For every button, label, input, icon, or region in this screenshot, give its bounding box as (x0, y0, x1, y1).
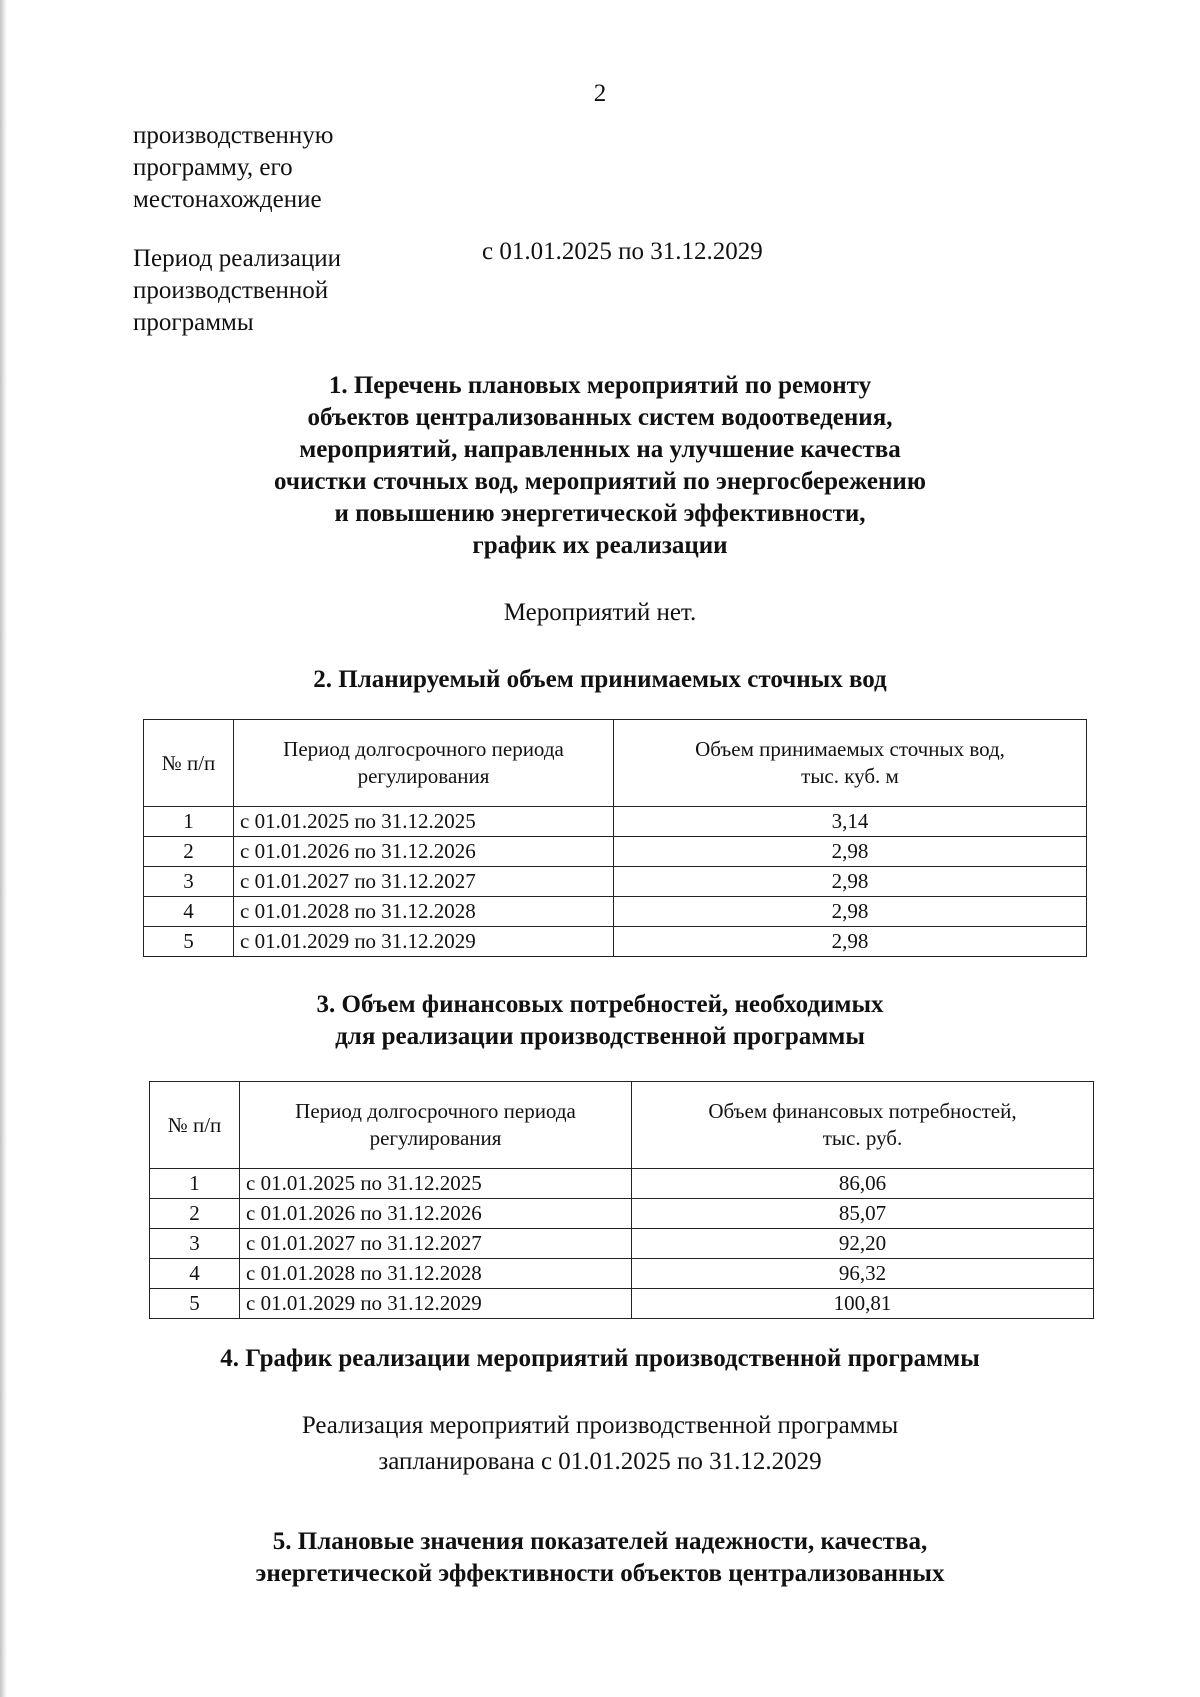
section3-title-line: 3. Объем финансовых потребностей, необходимых (316, 991, 884, 1018)
row-volume: 3,14 (614, 807, 1087, 837)
row-num: 2 (150, 1199, 240, 1229)
row-finance: 92,20 (632, 1229, 1094, 1259)
period-label-line: Период реализации (133, 245, 341, 272)
table-row (144, 897, 1087, 927)
section1-note: Мероприятий нет. (503, 599, 697, 626)
section1-title-line: мероприятий, направленных на улучшение качества (299, 436, 901, 463)
table-header-row (150, 1082, 1094, 1169)
row-period: с 01.01.2028 по 31.12.2028 (240, 1259, 632, 1289)
section1-title-line: и повышению энергетической эффективности, (334, 500, 866, 527)
row-period: с 01.01.2028 по 31.12.2028 (234, 897, 614, 927)
org-label (133, 120, 453, 216)
row-finance: 86,06 (632, 1169, 1094, 1199)
row-volume: 2,98 (614, 867, 1087, 897)
row-num: 3 (150, 1229, 240, 1259)
col-header-volume: Объем принимаемых сточных вод, тыс. куб. м (614, 720, 1087, 807)
col-header-finance: Объем финансовых потребностей, тыс. руб. (632, 1082, 1094, 1169)
section1-title-line: очистки сточных вод, мероприятий по энергосбережению (274, 468, 926, 495)
row-volume: 2,98 (614, 927, 1087, 957)
col-header-num: № п/п (150, 1082, 240, 1169)
row-volume: 2,98 (614, 837, 1087, 867)
financial-needs-table (149, 1081, 1094, 1319)
section4-text-line: Реализация мероприятий производственной программы (301, 1412, 899, 1439)
row-num: 5 (144, 927, 234, 957)
table-row (150, 1259, 1094, 1289)
org-label-line: программу, его (133, 154, 293, 181)
row-period: с 01.01.2025 по 31.12.2025 (240, 1169, 632, 1199)
section1-title-line: объектов централизованных систем водоотведения, (307, 404, 893, 431)
row-period: с 01.01.2027 по 31.12.2027 (240, 1229, 632, 1259)
table-row (150, 1169, 1094, 1199)
row-num: 5 (150, 1289, 240, 1319)
page-number: 2 (593, 80, 607, 107)
row-period: с 01.01.2027 по 31.12.2027 (234, 867, 614, 897)
table-row (144, 837, 1087, 867)
table-row (150, 1199, 1094, 1229)
col-header-period: Период долгосрочного периода регулирования (240, 1082, 632, 1169)
org-label-line: местонахождение (133, 186, 322, 213)
row-finance: 96,32 (632, 1259, 1094, 1289)
table-row (144, 927, 1087, 957)
col-header-num: № п/п (144, 720, 234, 807)
table-row (150, 1229, 1094, 1259)
wastewater-volume-table (143, 719, 1087, 957)
row-num: 1 (144, 807, 234, 837)
row-num: 3 (144, 867, 234, 897)
row-num: 4 (150, 1259, 240, 1289)
row-finance: 100,81 (632, 1289, 1094, 1319)
section3-title (0, 989, 1200, 1053)
row-num: 2 (144, 837, 234, 867)
row-period: с 01.01.2026 по 31.12.2026 (234, 837, 614, 867)
row-period: с 01.01.2025 по 31.12.2025 (234, 807, 614, 837)
period-label-line: производственной (133, 277, 329, 304)
row-num: 1 (150, 1169, 240, 1199)
col-header-period: Период долгосрочного периода регулирования (234, 720, 614, 807)
row-period: с 01.01.2026 по 31.12.2026 (240, 1199, 632, 1229)
section5-title (0, 1526, 1200, 1590)
section5-title-line: энергетической эффективности объектов централизованных (255, 1560, 945, 1587)
section1-title-line: 1. Перечень плановых мероприятий по ремонту (328, 372, 872, 399)
row-finance: 85,07 (632, 1199, 1094, 1229)
row-period: с 01.01.2029 по 31.12.2029 (240, 1289, 632, 1319)
section3-title-line: для реализации производственной программы (335, 1023, 865, 1050)
section1-title (0, 370, 1200, 562)
period-label-line: программы (133, 309, 254, 336)
row-volume: 2,98 (614, 897, 1087, 927)
section4-title: 4. График реализации мероприятий производственной программы (220, 1345, 980, 1372)
org-label-line: производственную (133, 122, 334, 149)
period-value: с 01.01.2025 по 31.12.2029 (482, 238, 763, 265)
section5-title-line: 5. Плановые значения показателей надежности, качества, (272, 1528, 928, 1555)
section1-title-line: график их реализации (472, 532, 728, 559)
section4-text (0, 1408, 1200, 1480)
period-label (133, 243, 453, 339)
section2-title: 2. Планируемый объем принимаемых сточных вод (313, 666, 887, 693)
row-period: с 01.01.2029 по 31.12.2029 (234, 927, 614, 957)
table-row (150, 1289, 1094, 1319)
table-header-row (144, 720, 1087, 807)
row-num: 4 (144, 897, 234, 927)
table-row (144, 807, 1087, 837)
table-row (144, 867, 1087, 897)
section4-text-line: запланирована с 01.01.2025 по 31.12.2029 (378, 1448, 822, 1475)
